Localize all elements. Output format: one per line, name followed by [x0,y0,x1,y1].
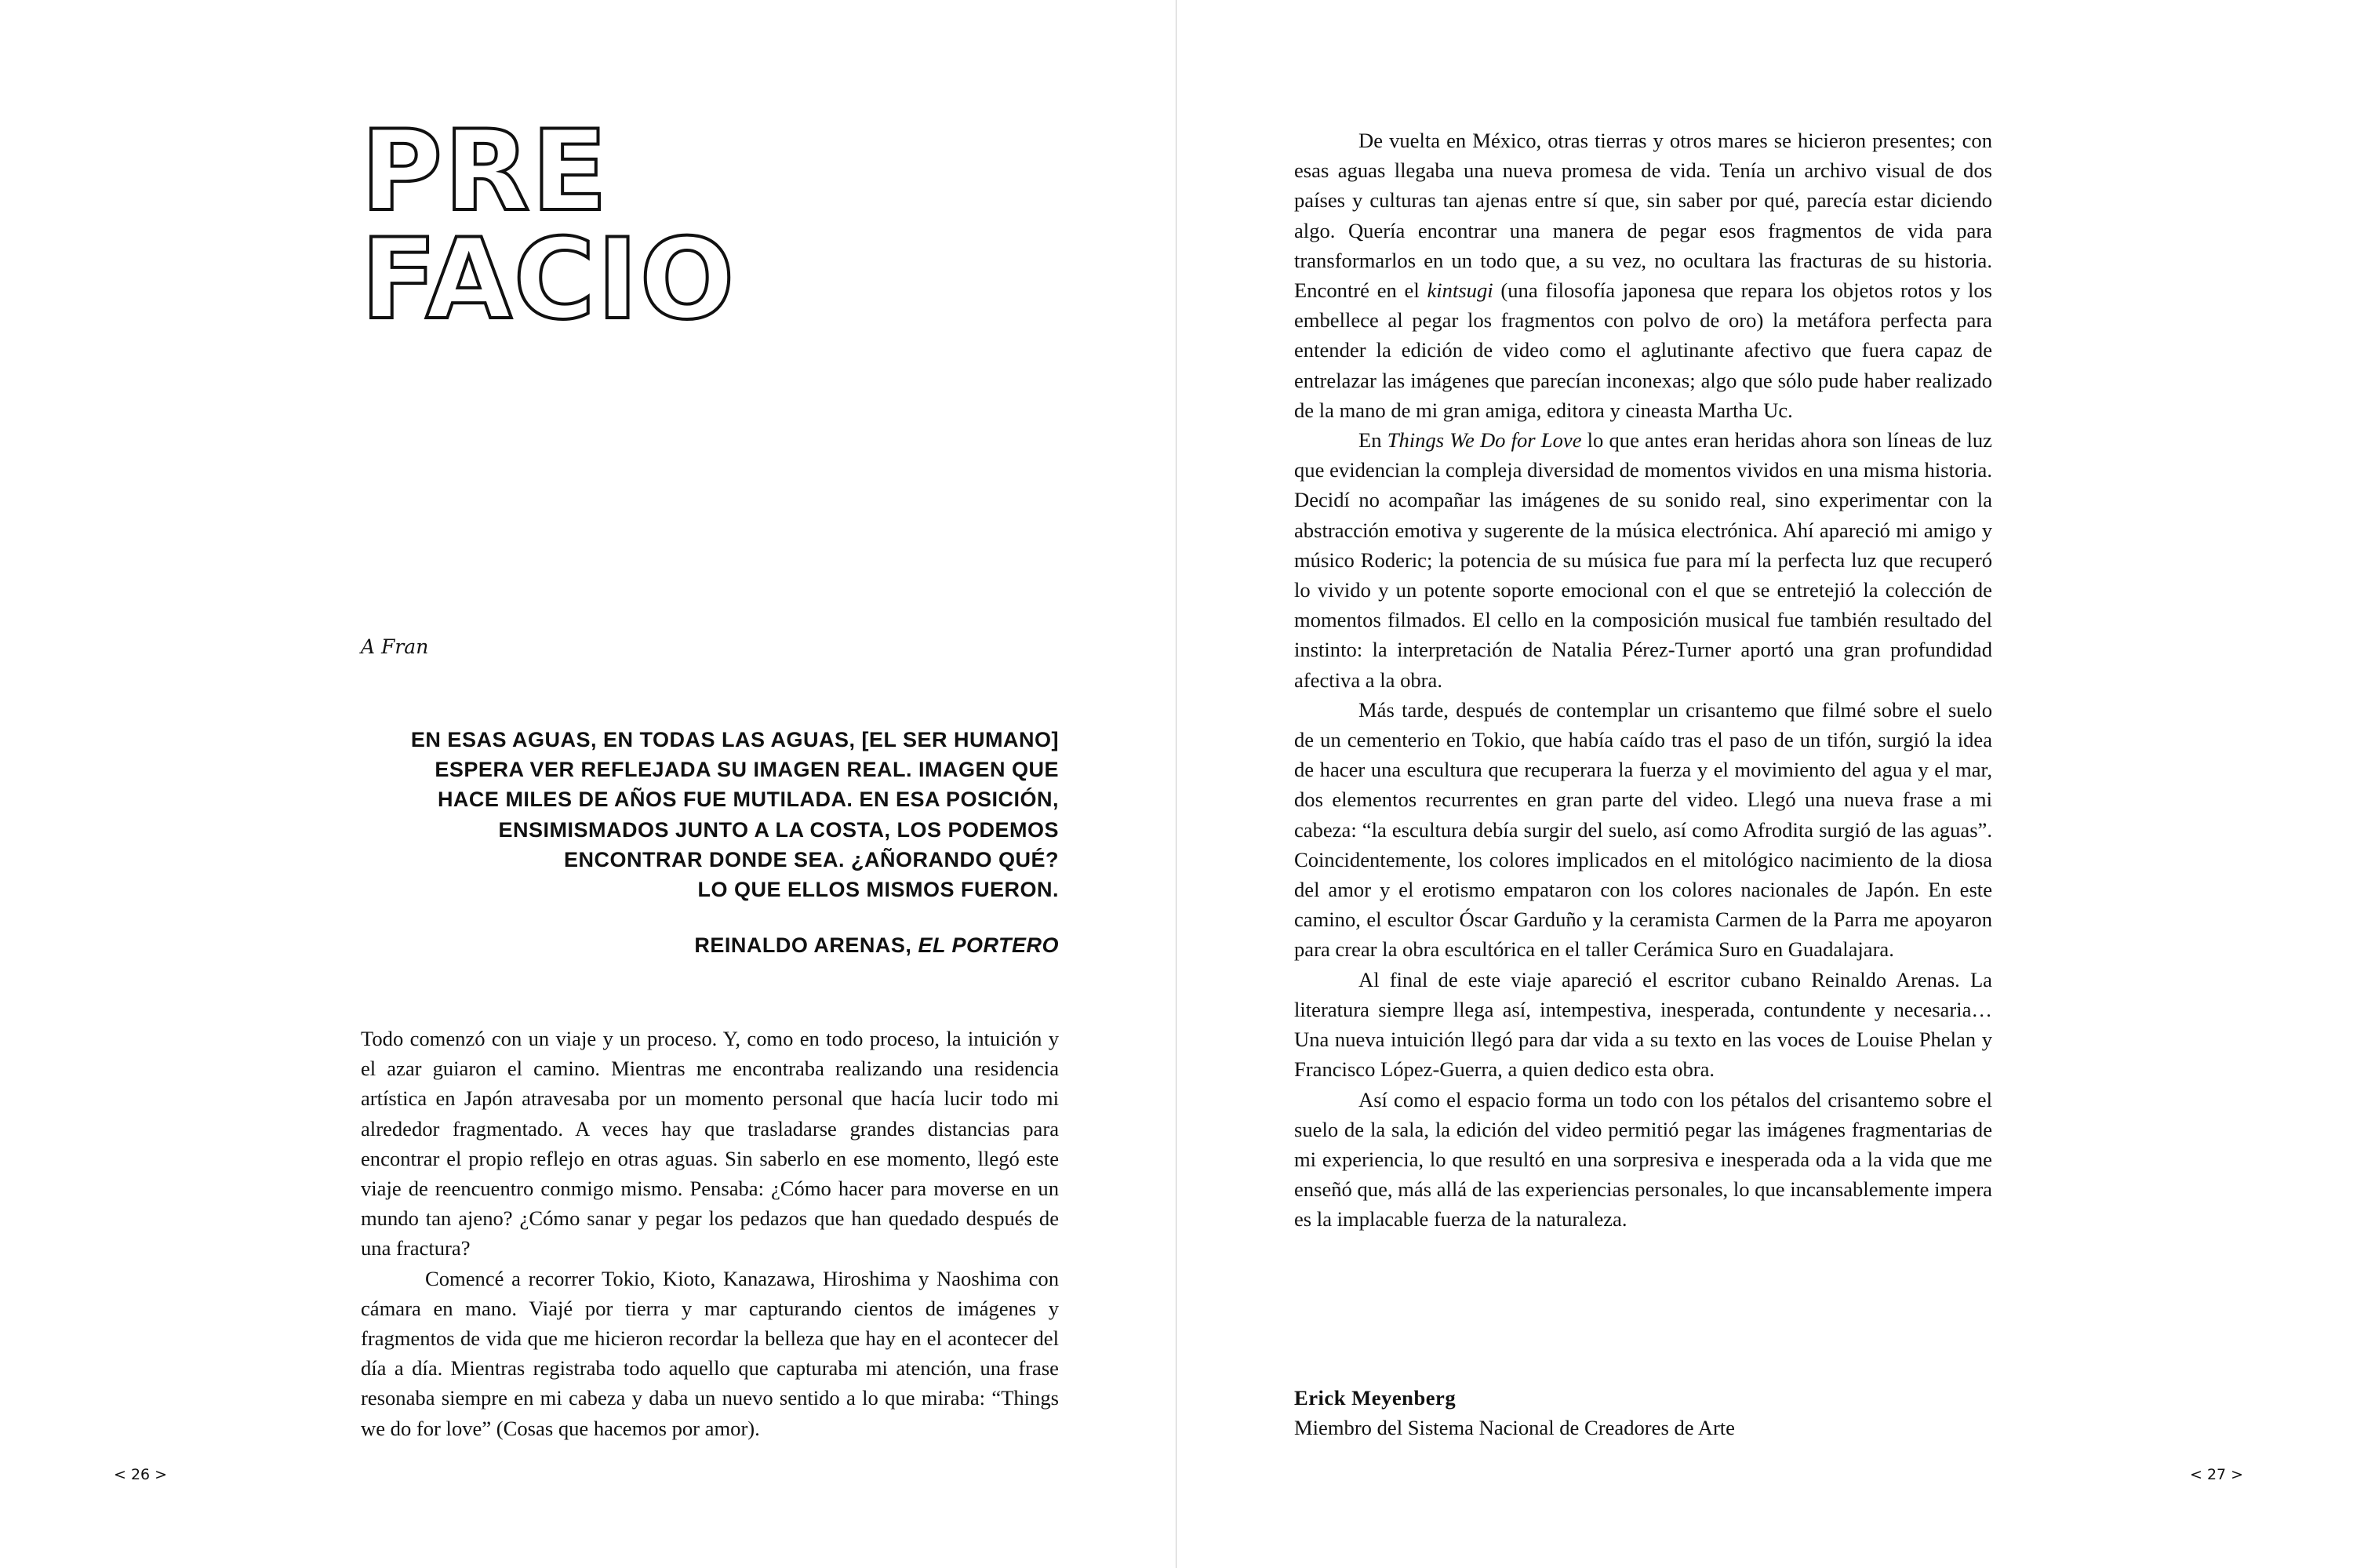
work-title: Things We Do for Love [1387,428,1582,453]
epigraph-work: EL PORTERO [918,933,1059,957]
right-body-text [1294,126,1992,1235]
title-line-1: PRE [361,107,609,236]
paragraph-text: lo que antes eran heridas ahora son líneas de luz que evidencian la compleja diversidad de momentos vividos en una misma historia. Decidí no acompañar las imágenes de su sonido real, sino experimentar con la abstracción emotiva y sugerente de la música electrónica. Ahí apareció mi amigo y músico Roderic; la potencia de su música fue para mí la perfecta luz que recuperó lo vivido y un potente soporte emocional con el que se entretejió la colección de momentos filmados. El cello en la composición musical fue también resultado del instinto: la interpretación de Natalia Pérez-Turner aportó una gran profundidad afectiva a la obra. [1294,428,1992,692]
paragraph-text: En [1358,428,1387,453]
paragraph: Comencé a recorrer Tokio, Kioto, Kanazawa, Hiroshima y Naoshima con cámara en mano. Viajé por tierra y mar capturando cientos de imágenes y fragmentos de vida que me hicieron recordar la belleza que hay en el acontecer del día a día. Mientras registraba todo aquello que capturaba mi atención, una frase resonaba siempre en mi cabeza y daba un nuevo sentido a lo que miraba: “Things we do for love” (Cosas que hacemos por amor). [361,1266,1059,1440]
paragraph: Así como el espacio forma un todo con los pétalos del crisantemo sobre el suelo de la sala, la edición del video permitió pegar las imágenes fragmentarias de mi experiencia, lo que resultó en una sorpresiva e inesperada oda a la vida que me enseñó que, más allá de las experiencias personales, lo que incansablemente impera es la implacable fuerza de la naturaleza. [1294,1087,1992,1231]
paragraph [1294,126,1992,425]
epigraph-attribution [361,933,1059,958]
epigraph-line: ENCONTRAR DONDE SEA. ¿AÑORANDO QUÉ? [563,847,1059,871]
page-number: < 26 > [114,1466,168,1483]
epigraph [361,725,1059,904]
paragraph: Al final de este viaje apareció el escritor cubano Reinaldo Arenas. La literatura siempre llega así, intempestiva, inesperada, contundente y necesaria… Una nueva intuición llegó para dar vida a su texto en las voces de Louise Phelan y Francisco López-Guerra, a quien dedico esta obra. [1294,967,1992,1082]
left-page [0,0,1176,1568]
title-line-2: FACIO [361,215,736,344]
right-page [1176,0,2353,1568]
epigraph-line: ENSIMISMADOS JUNTO A LA COSTA, LOS PODEMOS [498,817,1059,842]
left-body-text [361,1024,1059,1443]
signature [1294,1383,1735,1442]
epigraph-line: HACE MILES DE AÑOS FUE MUTILADA. EN ESA POSICIÓN, [437,788,1059,812]
dedication: A Fran [361,635,429,658]
signature-name: Erick Meyenberg [1294,1386,1457,1410]
paragraph-text: De vuelta en México, otras tierras y otros mares se hicieron presentes; con esas aguas llegaba una nueva promesa de vida. Tenía un archivo visual de dos países y culturas tan ajenas entre sí que, sin saber por qué, parecía estar diciendo algo. Quería encontrar una manera de pegar esos fragmentos de vida para transformarlos en un todo que, a su vez, no ocultara las fracturas de su historia. Encontré en el [1294,129,1992,303]
paragraph [1294,425,1992,695]
paragraph: Más tarde, después de contemplar un crisantemo que filmé sobre el suelo de un cementerio en Tokio, que había caído tras el paso de un tifón, surgió la idea de hacer una escultura que recuperara la fuerza y el movimiento del agua y el mar, dos elementos recurrentes en gran parte del video. Llegó una nueva frase a mi cabeza: “la escultura debía surgir del suelo, así como Afrodita surgió de las aguas”. Coincidentemente, los colores implicados en el mitológico nacimiento de la diosa del amor y el erotismo empataron con los colores nacionales de Japón. En este camino, el escultor Óscar Garduño y la ceramista Carmen de la Parra me apoyaron para crear la obra escultórica en el taller Cerámica Suro en Guadalajara. [1294,697,1992,962]
paragraph: Todo comenzó con un viaje y un proceso. Y, como en todo proceso, la intuición y el azar guiaron el camino. Mientras me encontraba realizando una residencia artística en Japón atravesaba por un momento personal que hacía lucir todo mi alrededor fragmentado. A veces hay que trasladarse grandes distancias para encontrar el propio reflejo en otras aguas. Sin saberlo en ese momento, llegó este viaje de reencuentro conmigo mismo. Pensaba: ¿Cómo hacer para moverse en un mundo tan ajeno? ¿Cómo sanar y pegar los pedazos que han quedado después de una fractura? [361,1027,1059,1261]
epigraph-line: EN ESAS AGUAS, EN TODAS LAS AGUAS, [EL SER HUMANO] [410,728,1059,751]
epigraph-line: LO QUE ELLOS MISMOS FUERON. [697,878,1059,902]
page-number: < 27 > [2190,1466,2244,1483]
paragraph-text: (una filosofía japonesa que repara los objetos rotos y los embellece al pegar los fragmentos con polvo de oro) la metáfora perfecta para entender la edición de video como el aglutinante afectivo que fuera capaz de entrelazar las imágenes que parecían inconexas; algo que sólo pude haber realizado de la mano de mi gran amiga, editora y cineasta Martha Uc. [1294,278,1992,422]
page-title [361,107,736,344]
epigraph-author: REINALDO ARENAS, [694,933,912,957]
italic-term: kintsugi [1427,278,1493,303]
epigraph-line: ESPERA VER REFLEJADA SU IMAGEN REAL. IMAGEN QUE [435,758,1059,782]
signature-role: Miembro del Sistema Nacional de Creadores de Arte [1294,1416,1735,1439]
